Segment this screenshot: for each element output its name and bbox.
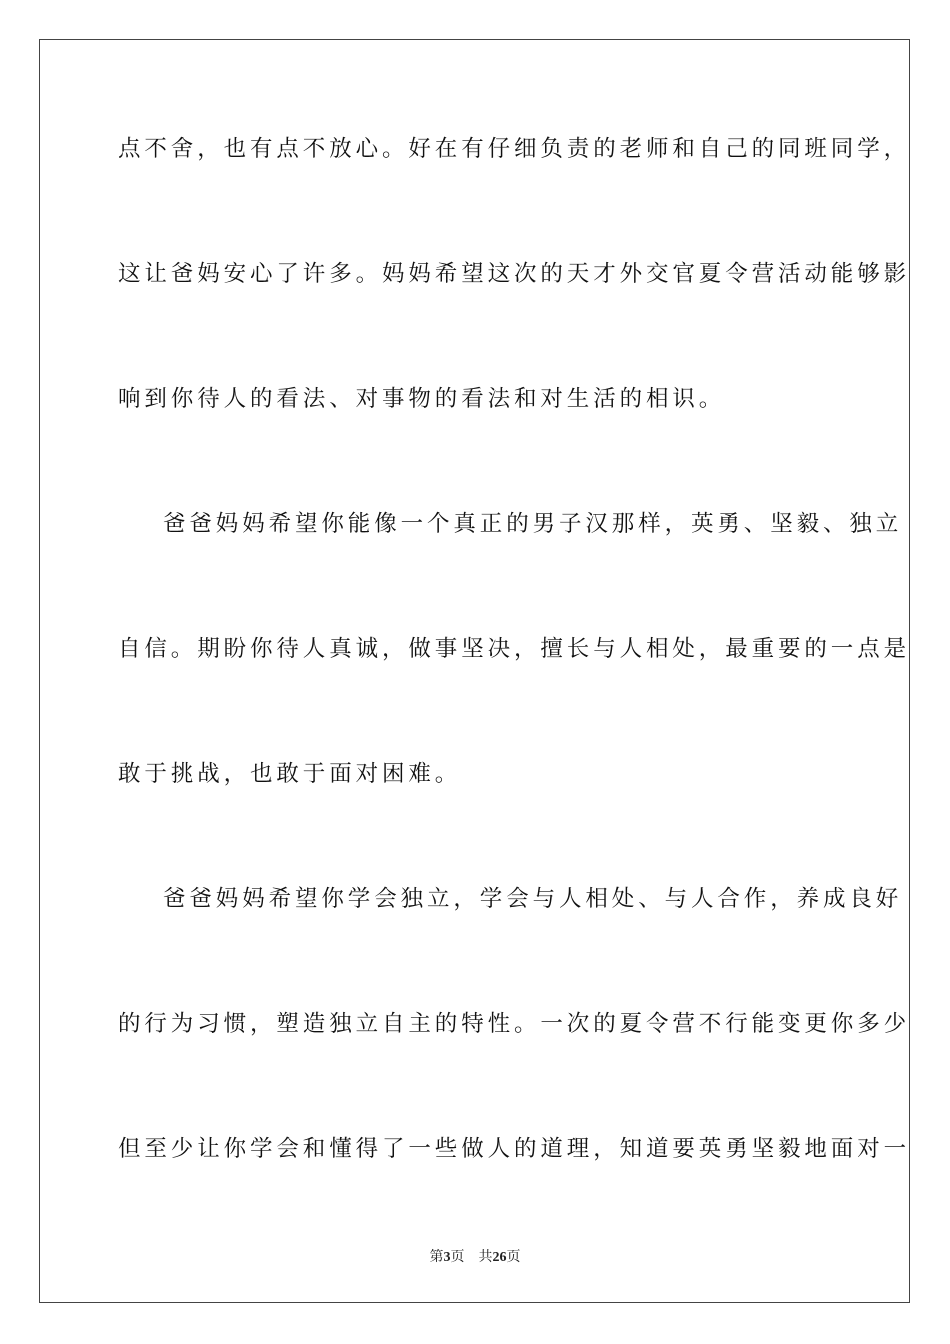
footer-page-suffix: 页 [450, 1249, 465, 1265]
body-line-8: 的行为习惯，塑造独立自主的特性。一次的夏令营不行能变更你多少 [118, 1011, 911, 1037]
page-border [39, 39, 910, 1303]
body-line-4: 爸爸妈妈希望你能像一个真正的男子汉那样，英勇、坚毅、独立 [163, 511, 903, 537]
footer-total-suffix: 页 [506, 1249, 521, 1265]
page-footer [0, 1248, 950, 1267]
body-line-2: 这让爸妈安心了许多。妈妈希望这次的天才外交官夏令营活动能够影 [118, 261, 911, 287]
body-line-7: 爸爸妈妈希望你学会独立，学会与人相处、与人合作，养成良好 [163, 886, 903, 912]
footer-total-prefix: 共 [478, 1249, 493, 1265]
body-line-9: 但至少让你学会和懂得了一些做人的道理，知道要英勇坚毅地面对一 [118, 1136, 911, 1162]
body-line-6: 敢于挑战，也敢于面对困难。 [118, 761, 462, 787]
footer-total-pages: 26 [492, 1250, 507, 1265]
body-line-1: 点不舍，也有点不放心。好在有仔细负责的老师和自己的同班同学， [118, 136, 911, 162]
body-line-5: 自信。期盼你待人真诚，做事坚决，擅长与人相处，最重要的一点是 [118, 636, 911, 662]
footer-page-prefix: 第 [429, 1249, 444, 1265]
body-line-3: 响到你待人的看法、对事物的看法和对生活的相识。 [118, 386, 726, 412]
footer-page-number: 3 [443, 1250, 451, 1265]
